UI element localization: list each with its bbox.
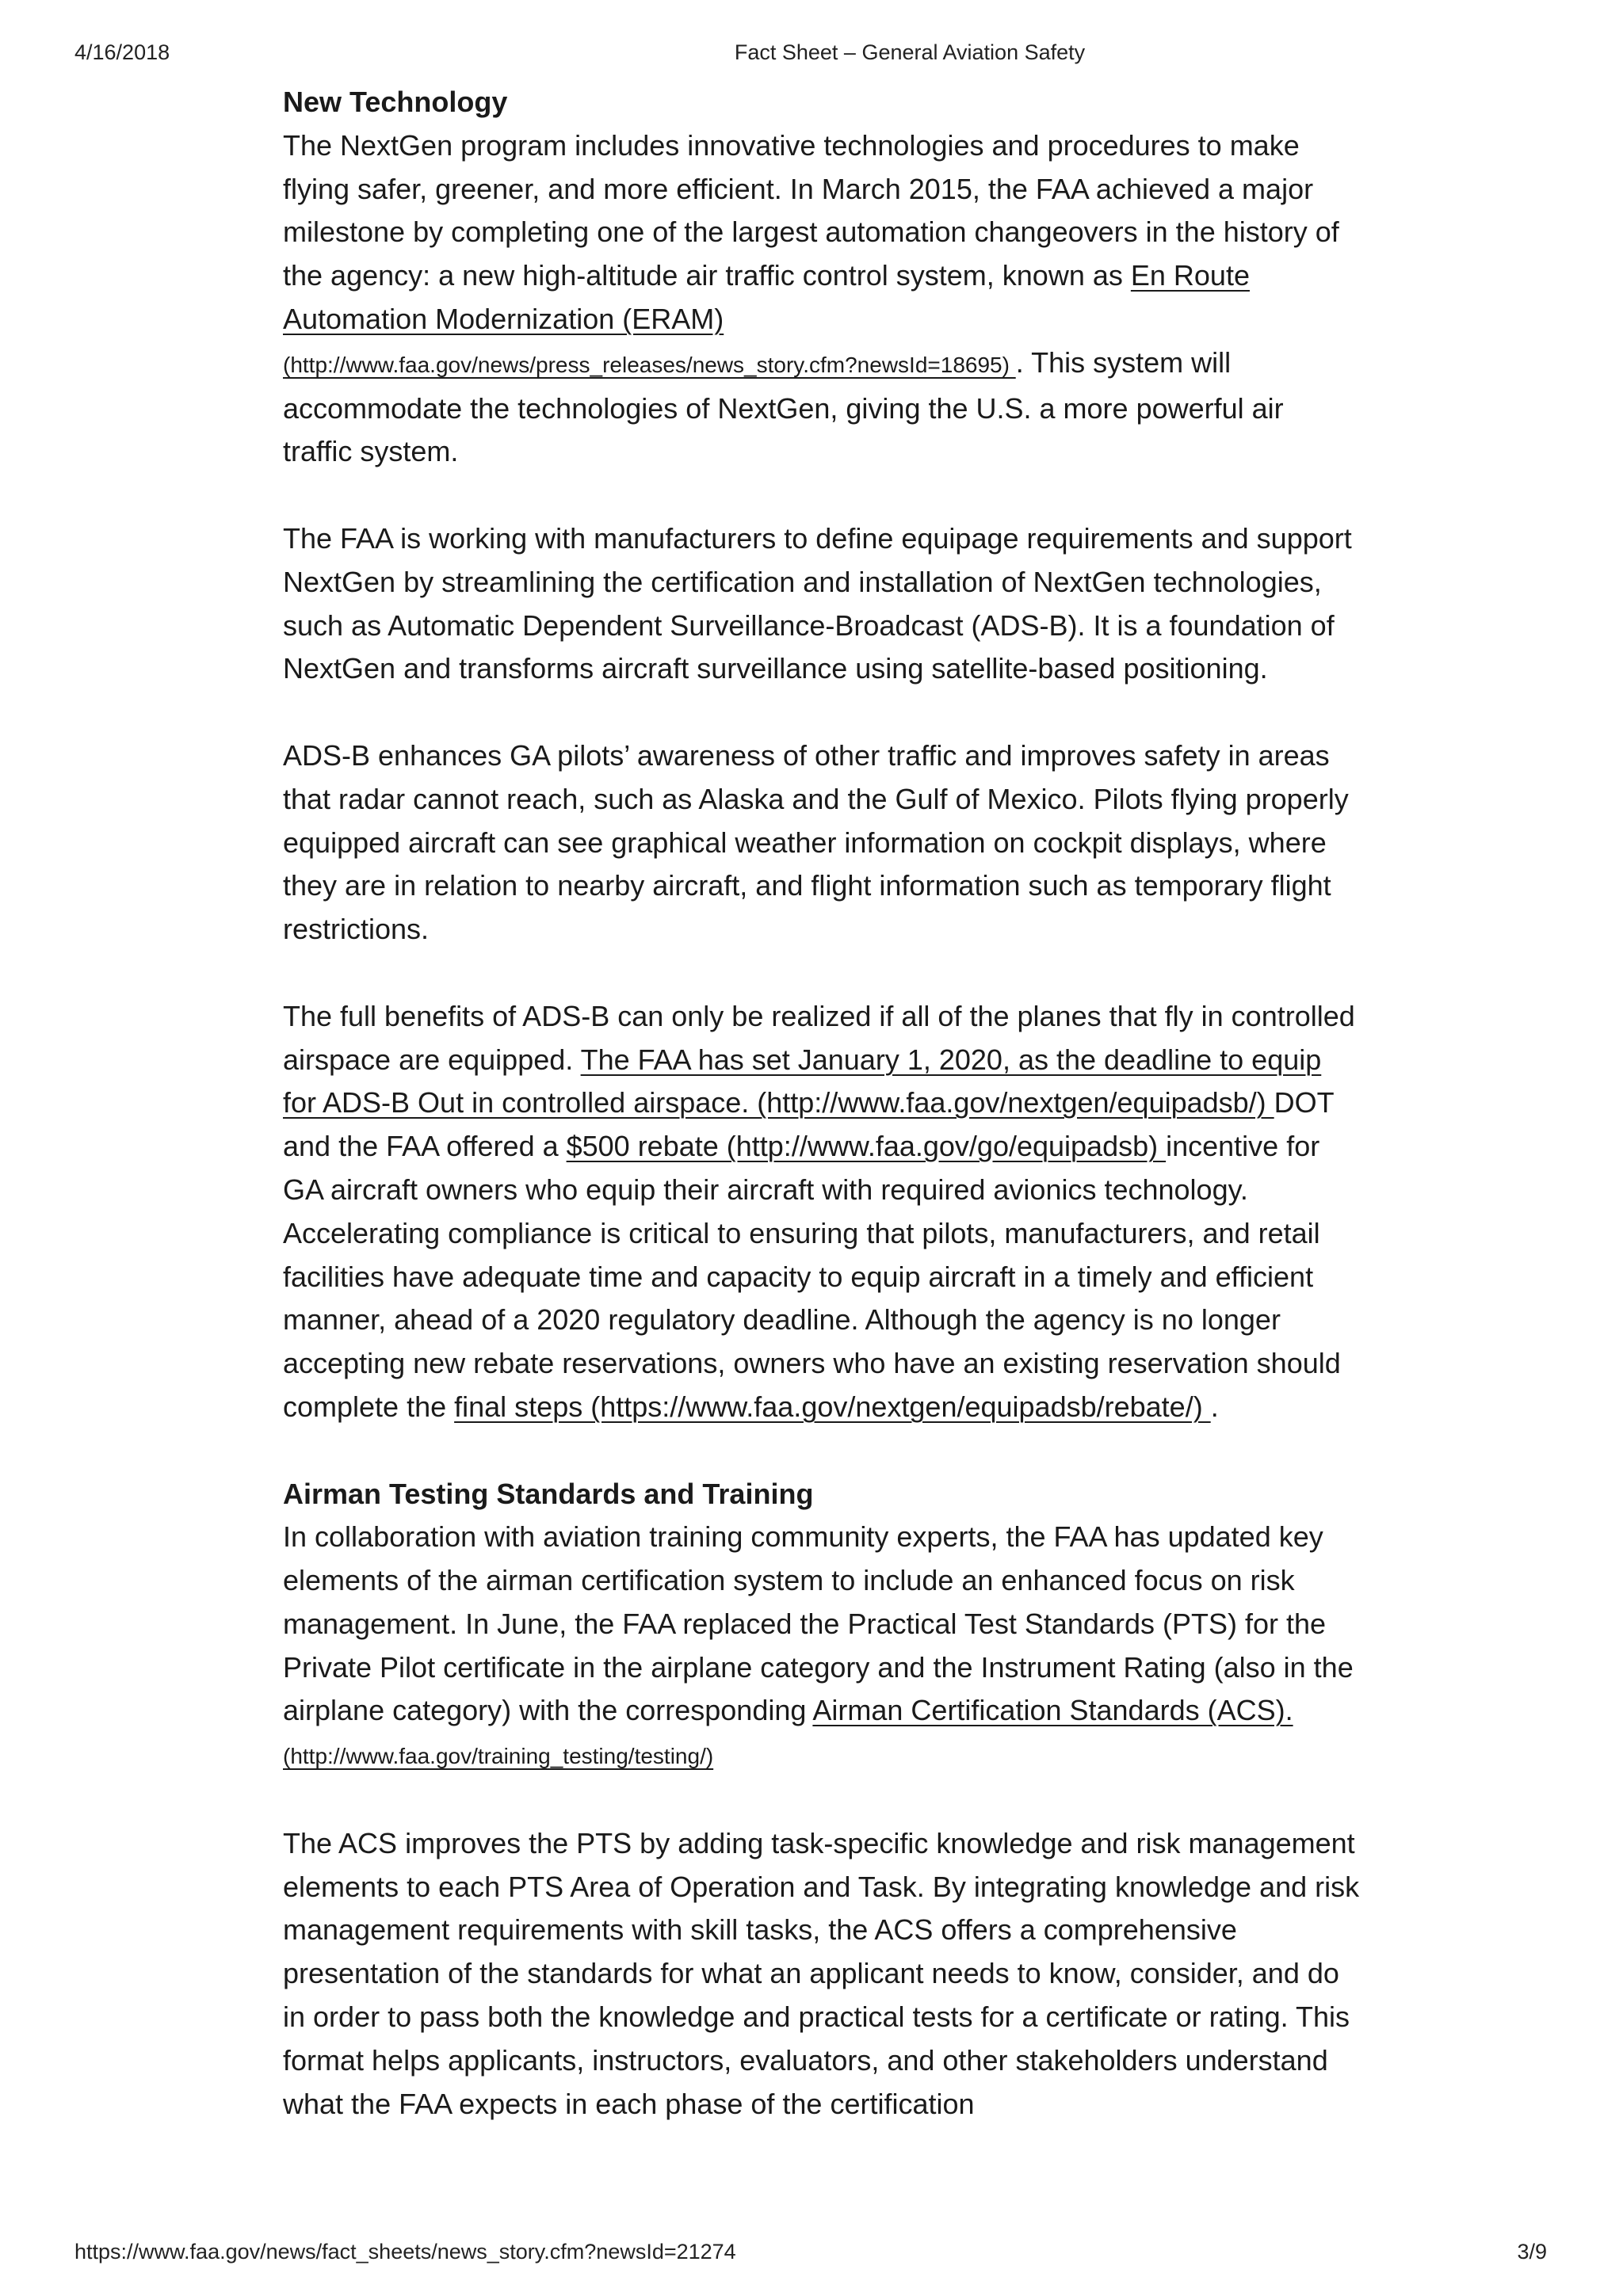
adsb-deadline-link[interactable]: The FAA has set January 1, 2020, as the deadline to equip for ADS-B Out in controlled airspace. (http://www.faa.gov/nextgen/equipadsb/) [283, 1043, 1322, 1119]
acs-link[interactable]: Airman Certification Standards (ACS). [812, 1694, 1293, 1727]
final-steps-link[interactable]: final steps (https://www.faa.gov/nextgen/equipadsb/rebate/) [454, 1390, 1211, 1423]
acs-link-url[interactable]: (http://www.faa.gov/training_testing/testing/) [283, 1744, 714, 1769]
rebate-link[interactable]: $500 rebate (http://www.faa.gov/go/equipadsb) [566, 1130, 1167, 1163]
text-run: In collaboration with aviation training community experts, the FAA has updated key elements of the airman certification system to include an enhanced focus on risk management. In June, the FAA replaced the Practical Test Standards (PTS) for the Private Pilot certificate in the airplane category and the Instrument Rating (also in the airplane category) with the corresponding [283, 1520, 1354, 1727]
print-date: 4/16/2018 [74, 40, 170, 64]
airman-testing-paragraph-1 [283, 1473, 1361, 1779]
new-technology-paragraph-4 [283, 995, 1361, 1429]
airman-testing-paragraph-2: The ACS improves the PTS by adding task-specific knowledge and risk management elements to each PTS Area of Operation and Task. By integrating knowledge and risk management requirements with skill tasks, the ACS offers a comprehensive presentation of the standards for what an applicant needs to know, consider, and do in order to pass both the knowledge and practical tests for a certificate or rating. This format helps applicants, instructors, evaluators, and other stakeholders understand what the FAA expects in each phase of the certification [283, 1826, 1360, 2120]
section-heading-airman-testing: Airman Testing Standards and Training [283, 1477, 814, 1510]
new-technology-paragraph-1 [283, 81, 1361, 474]
eram-link-url[interactable]: (http://www.faa.gov/news/press_releases/news_story.cfm?newsId=18695) [283, 352, 1016, 377]
text-run: DOT and the FAA offered a [283, 1086, 1335, 1163]
print-source-url: https://www.faa.gov/news/fact_sheets/news_story.cfm?newsId=21274 [74, 2240, 736, 2264]
new-technology-paragraph-3: ADS-B enhances GA pilots’ awareness of other traffic and improves safety in areas that radar cannot reach, such as Alaska and the Gulf of Mexico. Pilots flying properly equipped aircraft can see graphical weather information on cockpit displays, where they are in relation to nearby aircraft, and flight information such as temporary flight restrictions. [283, 738, 1349, 946]
print-title: Fact Sheet – General Aviation Safety [734, 40, 1086, 64]
article-body [283, 81, 1361, 2126]
new-technology-paragraph-2: The FAA is working with manufacturers to define equipage requirements and support NextGen by streamlining the certification and installation of NextGen technologies, such as Automatic Dependent Surveillance-Broadcast (ADS-B). It is a foundation of NextGen and transforms aircraft surveillance using satellite-based positioning. [283, 521, 1352, 685]
text-run: . This system will accommodate the technologies of NextGen, giving the U.S. a more powerful air traffic system. [283, 345, 1284, 468]
section-heading-new-technology: New Technology [283, 86, 508, 118]
text-run: The full benefits of ADS-B can only be realized if all of the planes that fly in controlled airspace are equipped. [283, 999, 1355, 1076]
text-run: The NextGen program includes innovative technologies and procedures to make flying safer, greener, and more efficient. In March 2015, the FAA achieved a major milestone by completing one of the largest automation changeovers in the history of the agency: a new high-altitude air traffic control system, known as [283, 128, 1339, 292]
eram-link[interactable]: En Route Automation Modernization (ERAM) [283, 259, 1250, 335]
text-run: incentive for GA aircraft owners who equip their aircraft with required avionics technology. Accelerating compliance is critical to ensuring that pilots, manufacturers, and retail facilities have adequate time and capacity to equip aircraft in a timely and efficient manner, ahead of a 2020 regulatory deadline. Although the agency is no longer accepting new rebate reservations, owners who have an existing reservation should complete the [283, 1130, 1341, 1423]
page-number: 3/9 [1517, 2240, 1547, 2264]
text-run: . [1210, 1390, 1219, 1423]
